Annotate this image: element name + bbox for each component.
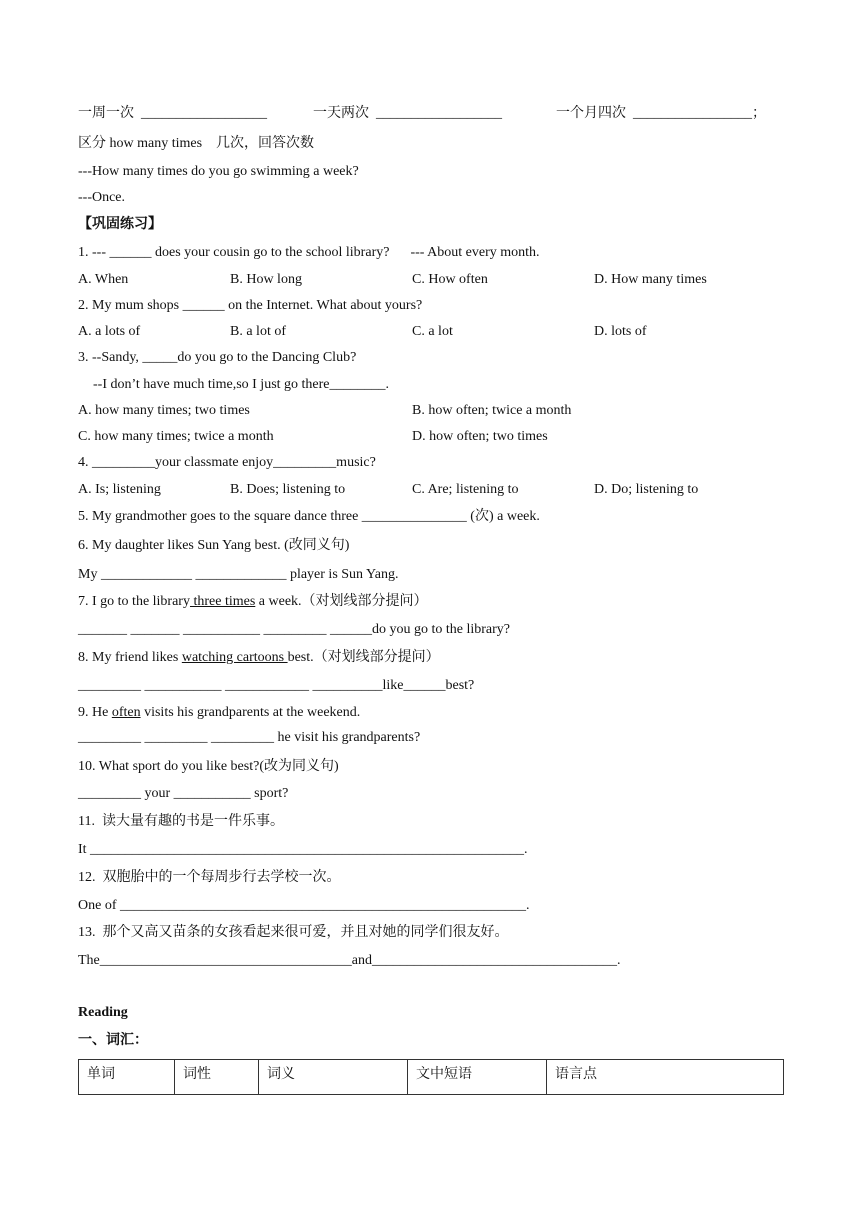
freq-twice-day: 一天两次 __________________ — [313, 106, 502, 121]
q2-option-b: B. a lot of — [230, 324, 286, 339]
q3-stem-reply: --I don’t have much time,so I just go there________. — [93, 377, 390, 392]
q2-stem: 2. My mum shops ______ on the Internet. What about yours? — [78, 298, 423, 313]
vocab-title: 一、词汇： — [78, 1033, 148, 1048]
vocab-table — [78, 1059, 784, 1095]
q9-stem-post: visits his grandparents at the weekend. — [140, 705, 361, 720]
q4-option-b: B. Does; listening to — [230, 482, 346, 497]
q4-option-a: A. Is; listening — [78, 482, 161, 497]
vocab-header-phrase: 文中短语 — [408, 1060, 547, 1095]
q12-stem: 12. 双胞胎中的一个每周步行去学校一次。 — [78, 870, 341, 885]
q10-stem: 10. What sport do you like best?(改为同义句) — [78, 759, 339, 774]
q4-option-d: D. Do; listening to — [594, 482, 699, 497]
q7-answer: _______ _______ ___________ _________ ______do you go to the library? — [78, 622, 511, 637]
q2-option-c: C. a lot — [412, 324, 453, 339]
q4-option-c: C. Are; listening to — [412, 482, 519, 497]
section-title: 【巩固练习】 — [78, 217, 162, 232]
q9-stem — [78, 703, 360, 723]
vocab-header-row — [79, 1060, 784, 1095]
reading-title: Reading — [78, 1005, 128, 1020]
q1-option-a: A. When — [78, 272, 129, 287]
q11-answer: It ______________________________________________________________. — [78, 842, 528, 857]
q2-option-a: A. a lots of — [78, 324, 141, 339]
q3-option-a: A. how many times; two times — [78, 403, 250, 418]
q5-stem: 5. My grandmother goes to the square dance three _______________ (次) a week. — [78, 509, 540, 524]
q1-option-b: B. How long — [230, 272, 302, 287]
q7-stem-post: a week.（对划线部分提问） — [255, 594, 428, 609]
freq-once-week: 一周一次 __________________ — [78, 106, 267, 121]
q2-option-d: D. lots of — [594, 324, 647, 339]
q9-underlined: often — [111, 705, 141, 720]
q6-stem: 6. My daughter likes Sun Yang best. (改同义句) — [78, 538, 350, 553]
q8-stem-post: best.（对划线部分提问） — [287, 650, 440, 665]
example-question: ---How many times do you go swimming a week? — [78, 164, 359, 179]
q10-answer: _________ your ___________ sport? — [78, 786, 289, 801]
q1-option-c: C. How often — [412, 272, 488, 287]
q8-stem-pre: 8. My friend likes — [78, 650, 182, 665]
vocab-header-language-point: 语言点 — [547, 1060, 784, 1095]
q8-underlined: watching cartoons — [181, 650, 288, 665]
q9-answer: _________ _________ _________ he visit his grandparents? — [78, 730, 421, 745]
q4-stem: 4. _________your classmate enjoy_________music? — [78, 455, 376, 470]
q9-stem-pre: 9. He — [78, 705, 112, 720]
q1-option-d: D. How many times — [594, 272, 707, 287]
q6-answer: My _____________ _____________ player is Sun Yang. — [78, 567, 399, 582]
q3-option-b: B. how often; twice a month — [412, 403, 572, 418]
q7-underlined: three times — [189, 594, 256, 609]
vocab-header-word: 单词 — [79, 1060, 175, 1095]
q13-answer: The____________________________________and___________________________________. — [78, 953, 621, 968]
q7-stem — [78, 592, 428, 612]
q8-stem — [78, 648, 440, 668]
q11-stem: 11. 读大量有趣的书是一件乐事。 — [78, 814, 284, 829]
q3-option-d: D. how often; two times — [412, 429, 548, 444]
q3-option-c: C. how many times; twice a month — [78, 429, 274, 444]
q8-answer: _________ ___________ ____________ __________like______best? — [78, 678, 475, 693]
q13-stem: 13. 那个又高又苗条的女孩看起来很可爱，并且对她的同学们很友好。 — [78, 925, 509, 940]
example-answer: ---Once. — [78, 190, 126, 205]
vocab-header-meaning: 词义 — [259, 1060, 408, 1095]
note-text: 区分 how many times 几次，回答次数 — [78, 136, 315, 151]
q1-stem: 1. --- ______ does your cousin go to the school library? --- About every month. — [78, 245, 540, 260]
q7-stem-pre: 7. I go to the library — [78, 594, 190, 609]
vocab-header-pos: 词性 — [175, 1060, 259, 1095]
q12-answer: One of __________________________________________________________. — [78, 898, 530, 913]
q3-stem: 3. --Sandy, _____do you go to the Dancing Club? — [78, 350, 357, 365]
freq-four-month: 一个月四次 _________________； — [556, 106, 766, 121]
